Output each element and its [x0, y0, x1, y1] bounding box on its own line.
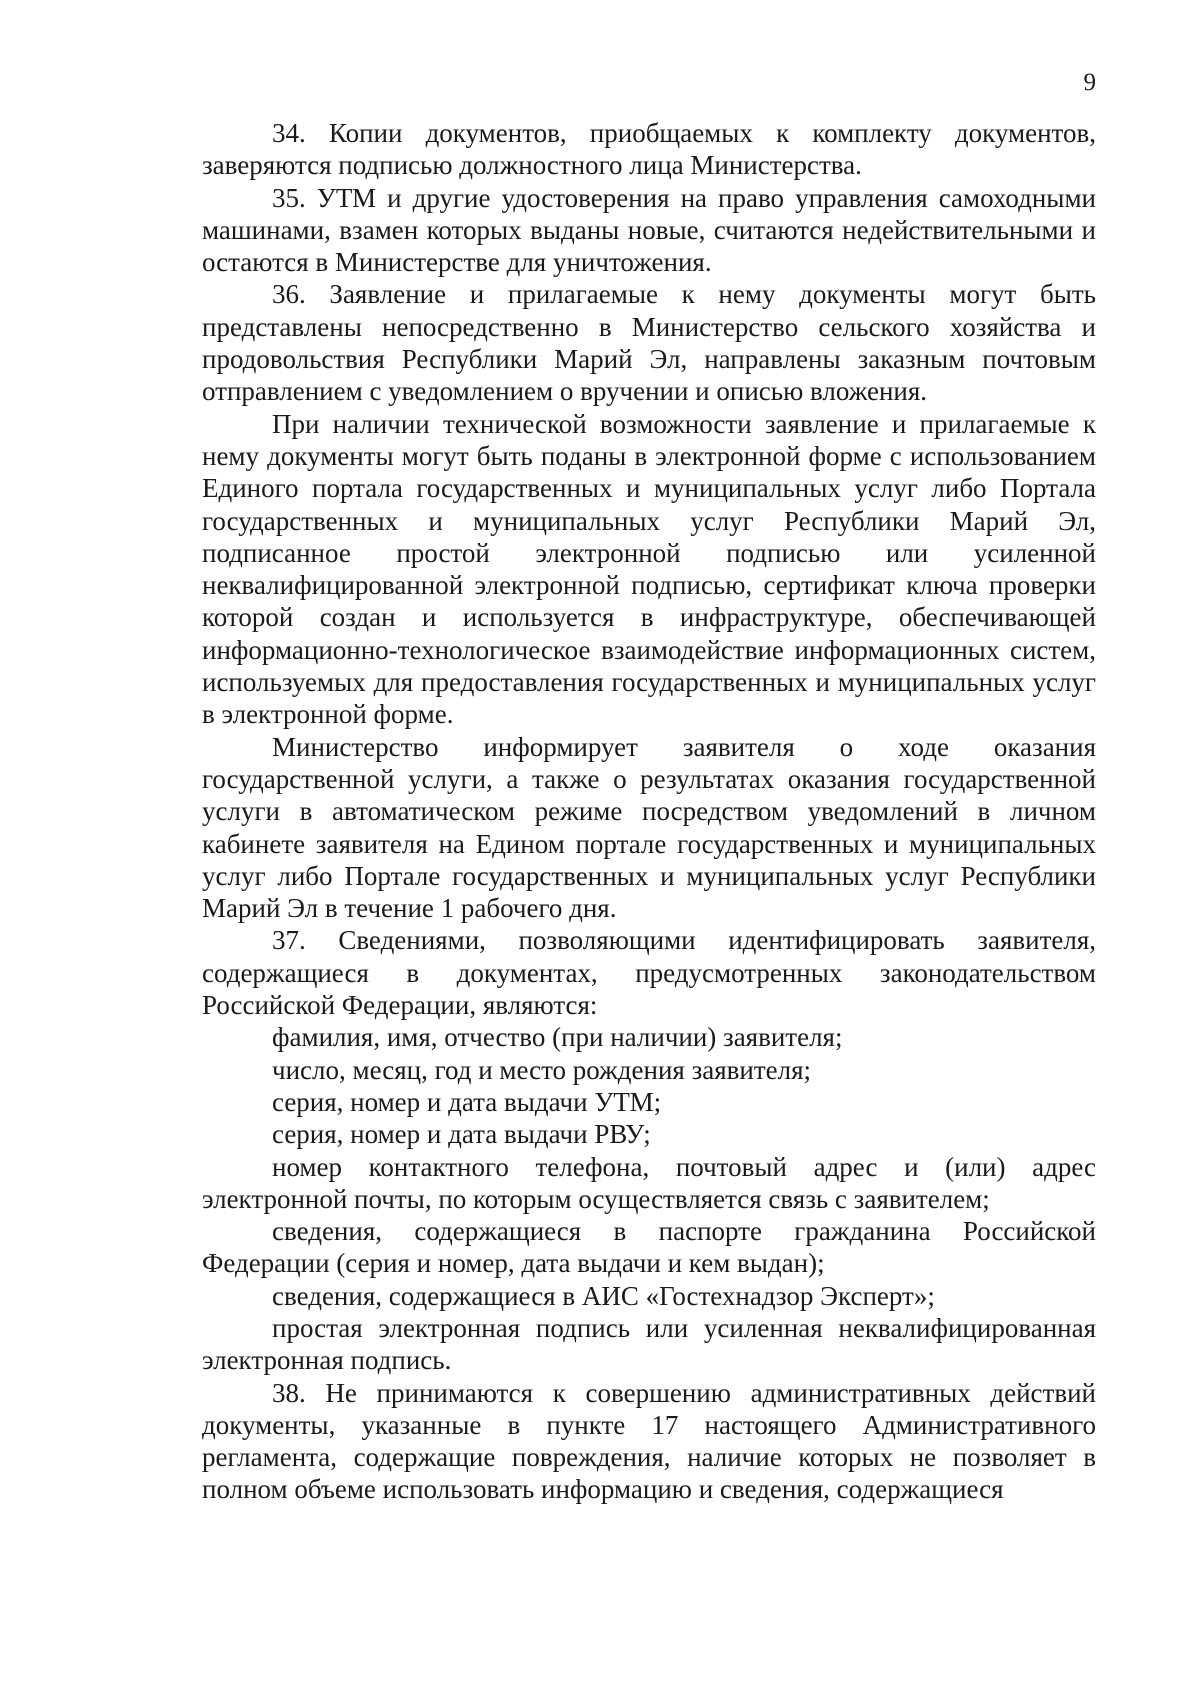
paragraph-38: 38. Не принимаются к совершению административных действий документы, указанные в пункте 17 настоящего Административного регламента, содержащие повреждения, наличие которых не позволяет в полном объеме использовать информацию и сведения, содержащиеся	[202, 1377, 1096, 1505]
paragraph-34: 34. Копии документов, приобщаемых к комплекту документов, заверяются подписью должностного лица Министерства.	[202, 118, 1096, 181]
paragraph-37: 37. Сведениями, позволяющими идентифицировать заявителя, содержащиеся в документах, предусмотренных законодательством Российской Федерации, являются:	[202, 925, 1096, 1021]
paragraph-35: 35. УТМ и другие удостоверения на право управления самоходными машинами, взамен которых выданы новые, считаются недействительными и остаются в Министерстве для уничтожения.	[202, 182, 1096, 278]
list-item: серия, номер и дата выдачи УТМ;	[272, 1086, 662, 1117]
document-body	[202, 117, 1096, 1506]
list-item: сведения, содержащиеся в паспорте гражданина Российской Федерации (серия и номер, дата выдачи и кем выдан);	[202, 1216, 1096, 1279]
list-item: число, месяц, год и место рождения заявителя;	[272, 1054, 812, 1085]
page-number: 9	[1083, 69, 1096, 96]
paragraph-36: 36. Заявление и прилагаемые к нему документы могут быть представлены непосредственно в Министерство сельского хозяйства и продовольствия Республики Марий Эл, направлены заказным почтовым отправлением с уведомлением о вручении и описью вложения.	[202, 279, 1096, 407]
paragraph-36-electronic-submission: При наличии технической возможности заявление и прилагаемые к нему документы могут быть поданы в электронной форме с использованием Единого портала государственных и муниципальных услуг либо Портала государственных и муниципальных услуг Республики Марий Эл, подписанное простой электронной подписью или усиленной неквалифицированной электронной подписью, сертификат ключа проверки которой создан и используется в инфраструктуре, обеспечивающей информационно-технологическое взаимодействие информационных систем, используемых для предоставления государственных и муниципальных услуг в электронной форме.	[202, 408, 1096, 730]
list-item: номер контактного телефона, почтовый адрес и (или) адрес электронной почты, по которым осуществляется связь с заявителем;	[202, 1151, 1096, 1214]
list-item: серия, номер и дата выдачи РВУ;	[272, 1119, 651, 1150]
paragraph-36-notification: Министерство информирует заявителя о ходе оказания государственной услуги, а также о результатах оказания государственной услуги в автоматическом режиме посредством уведомлений в личном кабинете заявителя на Едином портале государственных и муниципальных услуг либо Портале государственных и муниципальных услуг Республики Марий Эл в течение 1 рабочего дня.	[202, 731, 1096, 924]
list-item: простая электронная подпись или усиленная неквалифицированная электронная подпись.	[202, 1312, 1096, 1376]
list-item: фамилия, имя, отчество (при наличии) заявителя;	[272, 1022, 843, 1053]
list-item: сведения, содержащиеся в АИС «Гостехнадзор Эксперт»;	[272, 1280, 935, 1311]
